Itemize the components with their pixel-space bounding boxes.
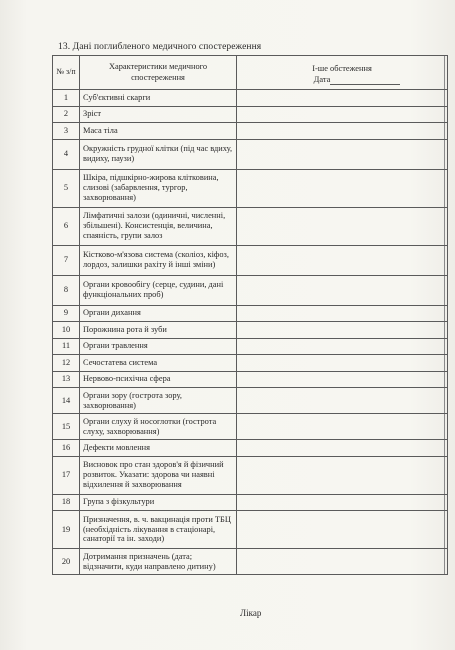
grid-line bbox=[444, 511, 445, 548]
grid-line bbox=[444, 372, 445, 388]
table-row bbox=[53, 90, 448, 107]
row-number: 4 bbox=[53, 139, 80, 169]
row-exam-cell bbox=[237, 338, 448, 355]
doctor-signature-label: Лікар bbox=[240, 608, 262, 618]
grid-line bbox=[444, 123, 445, 139]
row-characteristic: Суб'єктивні скарги bbox=[80, 90, 237, 107]
row-characteristic: Маса тіла bbox=[80, 123, 237, 140]
first-exam-label: І-ше обстеження bbox=[312, 64, 372, 74]
row-number: 17 bbox=[53, 456, 80, 494]
row-exam-cell bbox=[237, 106, 448, 123]
row-characteristic: Органи слуху й носоглотки (гострота слуху, захворювання) bbox=[80, 414, 237, 440]
row-characteristic: Окружність грудної клітки (під час вдиху, видиху, паузи) bbox=[80, 139, 237, 169]
row-characteristic: Органи кровообігу (серце, судини, дані функціональних проб) bbox=[80, 275, 237, 305]
table-row bbox=[53, 494, 448, 511]
row-exam-cell bbox=[237, 322, 448, 339]
row-characteristic: Порожнина рота й зуби bbox=[80, 322, 237, 339]
grid-line bbox=[444, 170, 445, 207]
row-characteristic: Нервово-психічна сфера bbox=[80, 371, 237, 388]
table-row bbox=[53, 275, 448, 305]
table-row bbox=[53, 440, 448, 457]
row-characteristic: Органи травлення bbox=[80, 338, 237, 355]
grid-line bbox=[444, 306, 445, 322]
grid-line bbox=[444, 495, 445, 511]
table-row bbox=[53, 511, 448, 549]
row-exam-cell bbox=[237, 355, 448, 372]
row-exam-cell bbox=[237, 414, 448, 440]
row-number: 19 bbox=[53, 511, 80, 549]
row-exam-cell bbox=[237, 388, 448, 414]
grid-line bbox=[444, 440, 445, 456]
section-title: 13. Дані поглибленого медичного спостереження bbox=[58, 42, 262, 52]
row-characteristic: Лімфатичні залози (одиничні, численні, збільшені). Консистенція, величина, спаяність, групи залоз bbox=[80, 207, 237, 245]
row-characteristic: Шкіра, підшкірно-жирова клітковина, слизові (забарвлення, тургор, захворювання) bbox=[80, 169, 237, 207]
header-number: № з/п bbox=[53, 56, 80, 90]
row-number: 9 bbox=[53, 305, 80, 322]
row-exam-cell bbox=[237, 275, 448, 305]
table-row bbox=[53, 338, 448, 355]
grid-line bbox=[444, 414, 445, 439]
row-characteristic: Висновок про стан здоров'я й фізичний розвиток. Указати: здорова чи наявні відхилення й захворювання bbox=[80, 456, 237, 494]
row-exam-cell bbox=[237, 90, 448, 107]
row-exam-cell bbox=[237, 494, 448, 511]
grid-line bbox=[444, 90, 445, 106]
row-characteristic: Органи зору (гострота зору, захворювання) bbox=[80, 388, 237, 414]
grid-line bbox=[444, 107, 445, 123]
row-exam-cell bbox=[237, 440, 448, 457]
row-characteristic: Органи дихання bbox=[80, 305, 237, 322]
table-row bbox=[53, 549, 448, 575]
row-exam-cell bbox=[237, 123, 448, 140]
row-characteristic: Дотримання призначень (дата; відзначити, куди направлено дитину) bbox=[80, 549, 237, 575]
row-exam-cell bbox=[237, 169, 448, 207]
row-number: 13 bbox=[53, 371, 80, 388]
row-characteristic: Зріст bbox=[80, 106, 237, 123]
grid-line bbox=[444, 339, 445, 355]
row-number: 1 bbox=[53, 90, 80, 107]
table-body bbox=[53, 90, 448, 575]
row-number: 11 bbox=[53, 338, 80, 355]
grid-line bbox=[444, 276, 445, 305]
row-characteristic: Дефекти мовлення bbox=[80, 440, 237, 457]
grid-line bbox=[444, 140, 445, 169]
table-row bbox=[53, 322, 448, 339]
table-row bbox=[53, 414, 448, 440]
grid-line bbox=[444, 549, 445, 574]
table-row bbox=[53, 456, 448, 494]
row-number: 7 bbox=[53, 245, 80, 275]
date-blank-line bbox=[330, 76, 400, 85]
row-number: 10 bbox=[53, 322, 80, 339]
table-header-row bbox=[53, 56, 448, 90]
row-characteristic: Кістково-м'язова система (сколіоз, кіфоз, лордоз, залишки рахіту й інші зміни) bbox=[80, 245, 237, 275]
table-row bbox=[53, 169, 448, 207]
row-characteristic: Група з фізкультури bbox=[80, 494, 237, 511]
row-number: 5 bbox=[53, 169, 80, 207]
table-row bbox=[53, 388, 448, 414]
row-number: 12 bbox=[53, 355, 80, 372]
header-first-exam bbox=[237, 56, 448, 90]
table-row bbox=[53, 305, 448, 322]
row-number: 20 bbox=[53, 549, 80, 575]
row-number: 2 bbox=[53, 106, 80, 123]
table-row bbox=[53, 123, 448, 140]
row-exam-cell bbox=[237, 139, 448, 169]
medical-observation-table bbox=[52, 55, 448, 575]
grid-line bbox=[444, 355, 445, 371]
row-number: 6 bbox=[53, 207, 80, 245]
row-exam-cell bbox=[237, 207, 448, 245]
table-row bbox=[53, 207, 448, 245]
row-exam-cell bbox=[237, 245, 448, 275]
row-exam-cell bbox=[237, 549, 448, 575]
header-characteristics: Характеристики медичного спостереження bbox=[80, 56, 237, 90]
table-row bbox=[53, 355, 448, 372]
grid-line bbox=[444, 56, 445, 89]
row-number: 18 bbox=[53, 494, 80, 511]
row-exam-cell bbox=[237, 371, 448, 388]
grid-line bbox=[444, 388, 445, 413]
table-row bbox=[53, 245, 448, 275]
row-number: 14 bbox=[53, 388, 80, 414]
row-characteristic: Призначення, в. ч. вакцинація проти ТБЦ (необхідність лікування в стаціонарі, санаторії та ін. заходи) bbox=[80, 511, 237, 549]
table-row bbox=[53, 139, 448, 169]
grid-line bbox=[444, 322, 445, 338]
row-number: 8 bbox=[53, 275, 80, 305]
grid-line bbox=[444, 457, 445, 494]
row-exam-cell bbox=[237, 456, 448, 494]
row-number: 15 bbox=[53, 414, 80, 440]
row-exam-cell bbox=[237, 305, 448, 322]
row-characteristic: Сечостатева система bbox=[80, 355, 237, 372]
grid-line bbox=[444, 246, 445, 275]
table-row bbox=[53, 371, 448, 388]
grid-line bbox=[444, 208, 445, 245]
table-row bbox=[53, 106, 448, 123]
row-number: 3 bbox=[53, 123, 80, 140]
row-exam-cell bbox=[237, 511, 448, 549]
date-label: Дата bbox=[313, 75, 331, 84]
exam-date-field bbox=[240, 74, 444, 85]
row-number: 16 bbox=[53, 440, 80, 457]
